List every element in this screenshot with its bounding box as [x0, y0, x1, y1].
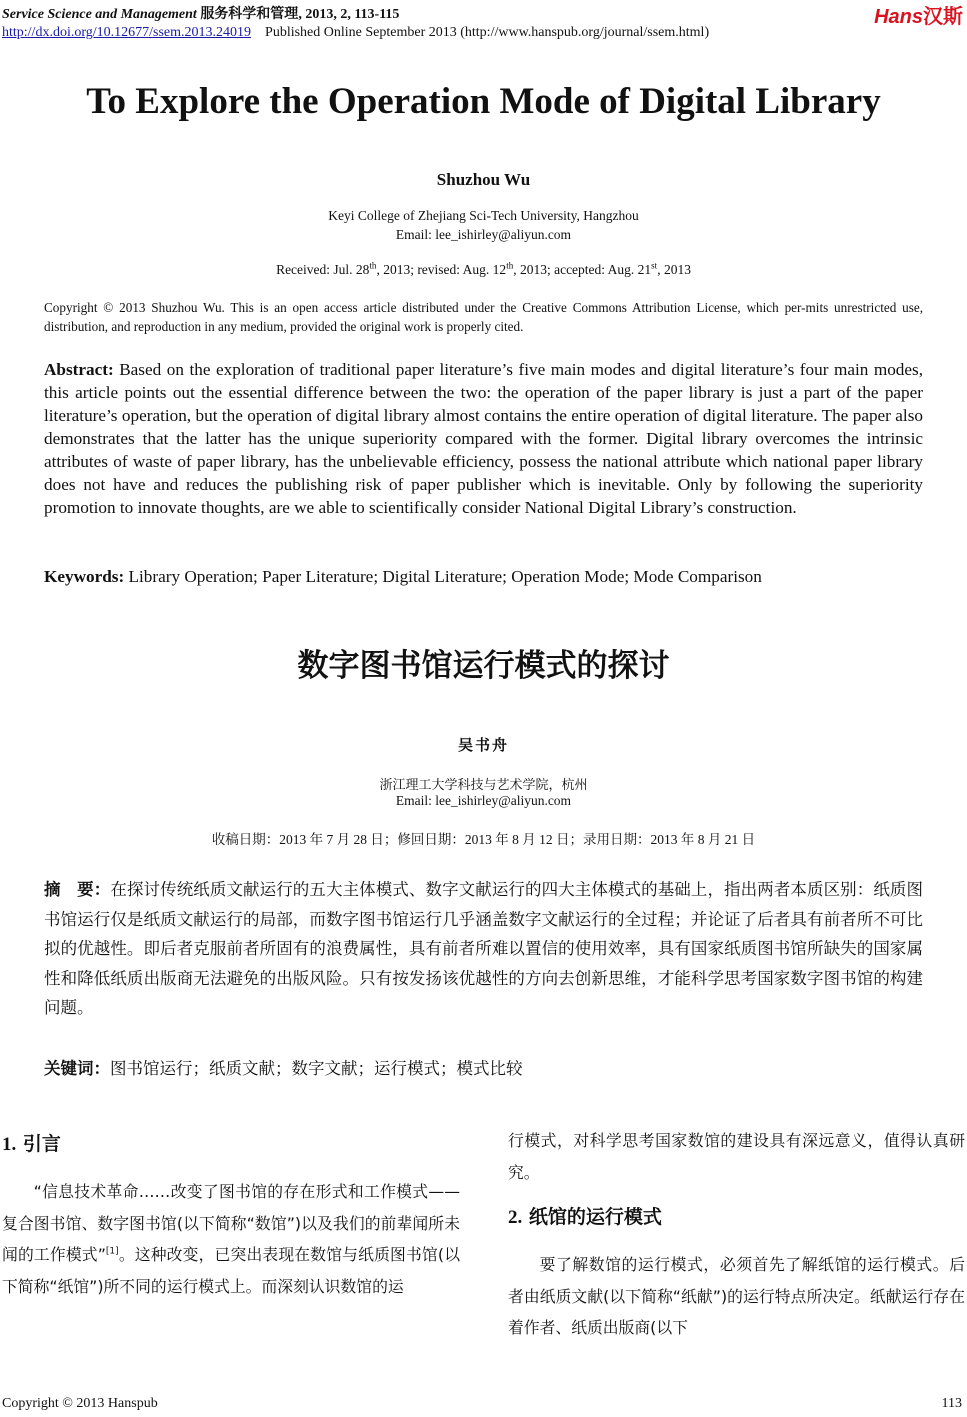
- copyright-notice: Copyright © 2013 Shuzhou Wu. This is an open access article distributed under the Creative Commons Attribution License, which per-mits unrestricted use, distribution, and reproduction in any medium, provided the original work is properly cited.: [44, 300, 923, 334]
- section-1-heading: 1. 引言: [2, 1133, 61, 1155]
- dates-en: Received: Jul. 28th, 2013; revised: Aug. 12th, 2013; accepted: Aug. 21st, 2013: [276, 260, 691, 277]
- publisher-logo: Hans汉斯: [874, 6, 963, 28]
- doi-line: [2, 25, 709, 41]
- citation-ref[interactable]: [1]: [105, 1246, 119, 1257]
- author-en: Shuzhou Wu: [436, 170, 531, 189]
- abstract-cn-text: 在探讨传统纸质文献运行的五大主体模式、数字文献运行的四大主体模式的基础上，指出两者本质区别：纸质图书馆运行仅是纸质文献运行的局部，而数字图书馆运行几乎涵盖数字文献运行的全过程；并论证了后者具有前者所不可比拟的优越性。即后者克服前者所固有的浪费属性，具有前者所难以置信的使用效率，具有国家纸质图书馆所缺失的国家属性和降低纸质出版商无法避免的出版风险。只有按发扬该优越性的方向去创新思维，才能科学思考国家数字图书馆的构建问题。: [44, 880, 924, 1017]
- journal-name-cn: 服务科学和管理: [200, 7, 299, 22]
- paper-title-cn: 数字图书馆运行模式的探讨: [297, 648, 670, 684]
- abstract-cn: [44, 875, 923, 1023]
- abstract-en: [44, 358, 923, 519]
- paper-title-en: To Explore the Operation Mode of Digital Library: [86, 81, 881, 122]
- page-number: 113: [941, 1396, 962, 1411]
- author-cn: 吴书舟: [457, 736, 509, 754]
- dates-cn: 收稿日期：2013 年 7 月 28 日；修回日期：2013 年 8 月 12 日；录用日期：2013 年 8 月 21 日: [211, 832, 756, 847]
- footer-copyright: Copyright © 2013 Hanspub: [2, 1396, 158, 1411]
- journal-name: Service Science and Management: [2, 7, 197, 22]
- keywords-cn-label: 关键词：: [44, 1059, 110, 1078]
- keywords-cn: [44, 1055, 523, 1079]
- abstract-cn-label: 摘 要：: [44, 880, 111, 899]
- keywords-label: Keywords:: [44, 567, 125, 586]
- email-en: Email: lee_ishirley@aliyun.com: [395, 227, 572, 242]
- journal-issue: , 2013, 2, 113-115: [298, 7, 400, 22]
- section-2-heading: 2. 纸馆的运行模式: [508, 1206, 662, 1228]
- body-left-column: [2, 1125, 460, 1302]
- doi-link[interactable]: http://dx.doi.org/10.12677/ssem.2013.24019: [2, 25, 252, 40]
- keywords-en: [44, 567, 762, 587]
- affiliation-cn: 浙江理工大学科技与艺术学院，杭州: [379, 778, 588, 793]
- affiliation-en: Keyi College of Zhejiang Sci-Tech University, Hangzhou: [328, 208, 639, 223]
- abstract-text: Based on the exploration of traditional paper literature’s five main modes and digital literature’s four main modes, this article points out the essential difference between the two: the operation of the paper library is just a part of the paper literature’s operation, but the operation of digital library almost contains the entire operation of digital literature. The paper also demonstrates that the latter has the unique superiority compared with the former. Digital library overcomes the intrinsic attributes of waste of paper library, has the unbelievable efficiency, possess the national attribute which national paper library does not have and reduces the publishing risk of paper publisher which is inevitable. Only by following the superiority promotion to innovate thoughts, are we able to scientifically consider National Digital Library’s construction.: [44, 360, 924, 517]
- journal-header: [2, 3, 399, 23]
- keywords-text: Library Operation; Paper Literature; Digital Literature; Operation Mode; Mode Comparison: [128, 567, 762, 586]
- section-1-paragraph: “信息技术革命……改变了图书馆的存在形式和工作模式——复合图书馆、数字图书馆(以下简称“数馆”)以及我们的前辈闻所未闻的工作模式”[1]。这种改变，已突出表现在数馆与纸质图书馆(以下简称“纸馆”)所不同的运行模式上。而深刻认识数馆的运: [2, 1182, 460, 1296]
- section-2-paragraph: 要了解数馆的运行模式，必须首先了解纸馆的运行模式。后者由纸质文献(以下简称“纸献”)的运行特点所决定。纸献运行存在着作者、纸质出版商(以下: [508, 1255, 965, 1337]
- email-cn: Email: lee_ishirley@aliyun.com: [395, 793, 572, 808]
- section-1-continuation: 行模式，对科学思考国家数馆的建设具有深远意义，值得认真研究。: [508, 1131, 965, 1182]
- keywords-cn-text: 图书馆运行；纸质文献；数字文献；运行模式；模式比较: [110, 1059, 523, 1078]
- abstract-label: Abstract:: [44, 360, 114, 379]
- published-online: Published Online September 2013 (http://www.hanspub.org/journal/ssem.html): [265, 25, 710, 40]
- body-right-column: [508, 1125, 965, 1344]
